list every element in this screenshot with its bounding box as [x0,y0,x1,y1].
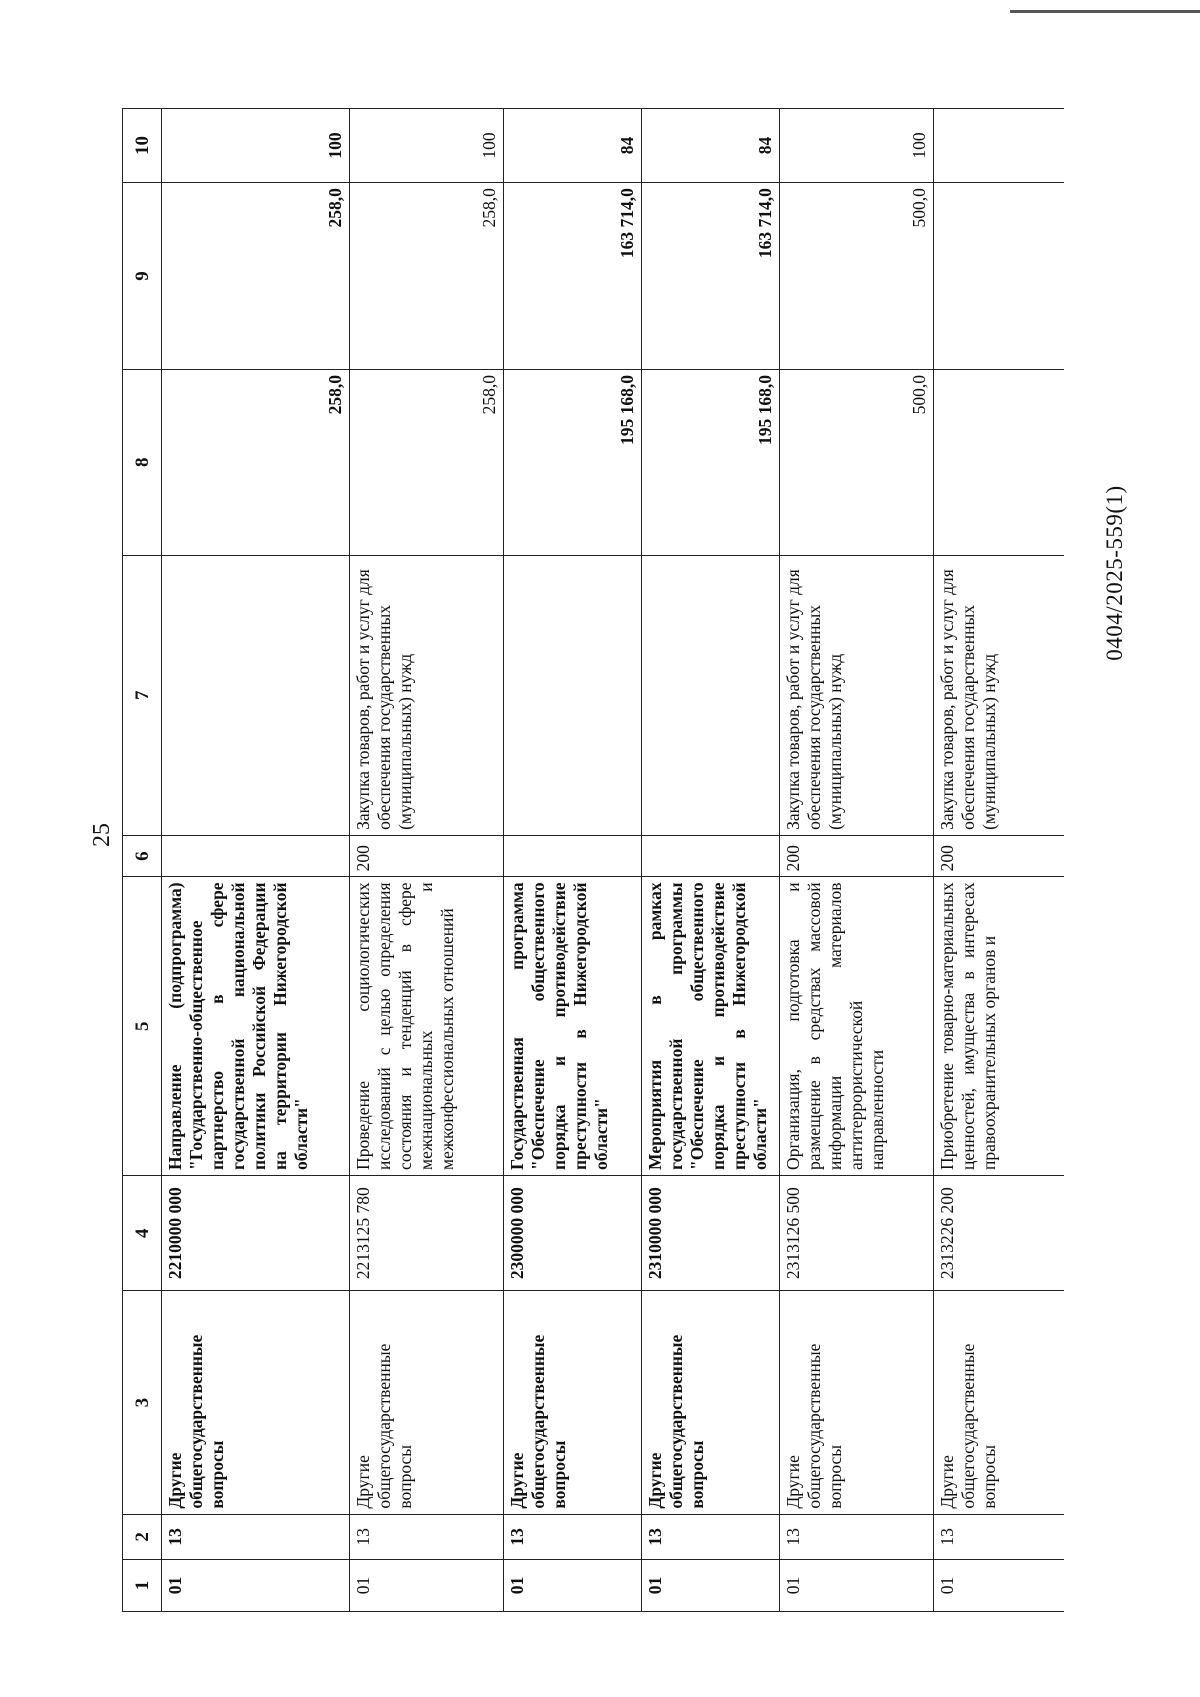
subsection-code-cell: 13 [780,1514,934,1559]
executed-amount-cell: 258,0 [162,183,350,370]
subsection-code-cell: 13 [504,1514,642,1559]
article-name-cell: Мероприятия в рамках государственной программы "Обеспечение общественного порядка и противодействие преступности в Нижегородской области" [642,877,780,1176]
executed-amount-cell: 163 714,0 [642,183,780,370]
execution-percent-cell: 84 [504,109,642,183]
budget-table [122,108,1064,1612]
col-header-9: 9 [123,183,162,370]
planned-amount-cell: 258,0 [162,369,350,555]
section-code-cell: 01 [162,1560,350,1612]
subsection-code-cell: 13 [934,1514,1065,1559]
executed-amount-cell: 163 714,0 [504,183,642,370]
section-code-cell: 01 [350,1560,504,1612]
section-name-cell: Другие общегосударственные вопросы [350,1291,504,1514]
section-code-cell: 01 [780,1560,934,1612]
page-number: 25 [89,823,115,847]
table-row [350,109,504,1612]
expense-type-name-cell [162,555,350,835]
article-name-cell: Организация, подготовка и размещение в средствах массовой информации материалов антитеррористической направленности [780,877,934,1176]
section-name-cell: Другие общегосударственные вопросы [504,1291,642,1514]
section-code-cell: 01 [934,1560,1065,1612]
expense-type-name-cell: Закупка товаров, работ и услуг для обеспечения государственных (муниципальных) нужд [350,555,504,835]
document-id: 0404/2025-559(1) [1102,485,1127,661]
article-name-cell: Направление (подпрограмма) "Государственно-общественное партнерство в сфере государственной национальной политики Российской Федерации на территории Нижегородской области" [162,877,350,1176]
planned-amount-cell: 195 168,0 [642,369,780,555]
expense-type-code-cell [162,835,350,877]
target-article-code-cell: 2313226 200 [934,1175,1065,1291]
col-header-4: 4 [123,1175,162,1291]
budget-table-frame [122,108,1064,1612]
col-header-1: 1 [123,1560,162,1612]
article-name-cell: Приобретение товарно-материальных ценностей, имущества в интересах правоохранительных органов и [934,877,1065,1176]
section-code-cell: 01 [504,1560,642,1612]
section-name-cell: Другие общегосударственные вопросы [642,1291,780,1514]
expense-type-name-cell: Закупка товаров, работ и услуг для обеспечения государственных (муниципальных) нужд [780,555,934,835]
expense-type-code-cell: 200 [934,835,1065,877]
expense-type-code-cell: 200 [780,835,934,877]
section-name-cell: Другие общегосударственные вопросы [162,1291,350,1514]
expense-type-code-cell [504,835,642,877]
planned-amount-cell [934,369,1065,555]
col-header-2: 2 [123,1514,162,1559]
col-header-6: 6 [123,835,162,877]
col-header-8: 8 [123,369,162,555]
executed-amount-cell: 258,0 [350,183,504,370]
table-row [162,109,350,1612]
col-header-10: 10 [123,109,162,183]
header-row [123,109,162,1612]
expense-type-name-cell: Закупка товаров, работ и услуг для обеспечения государственных (муниципальных) нужд [934,555,1065,835]
expense-type-code-cell: 200 [350,835,504,877]
executed-amount-cell [934,183,1065,370]
target-article-code-cell: 2310000 000 [642,1175,780,1291]
table-row [504,109,642,1612]
table-body [162,109,1065,1612]
col-header-5: 5 [123,877,162,1176]
col-header-7: 7 [123,555,162,835]
table-row [642,109,780,1612]
table-row [934,109,1065,1612]
planned-amount-cell: 195 168,0 [504,369,642,555]
subsection-code-cell: 13 [642,1514,780,1559]
col-header-3: 3 [123,1291,162,1514]
execution-percent-cell [934,109,1065,183]
subsection-code-cell: 13 [350,1514,504,1559]
article-name-cell: Проведение социологических исследований с целью определения состояния и тенденций в сфере межнациональных и межконфессиональных отношений [350,877,504,1176]
target-article-code-cell: 2300000 000 [504,1175,642,1291]
subsection-code-cell: 13 [162,1514,350,1559]
execution-percent-cell: 84 [642,109,780,183]
execution-percent-cell: 100 [162,109,350,183]
section-name-cell: Другие общегосударственные вопросы [934,1291,1065,1514]
planned-amount-cell: 258,0 [350,369,504,555]
planned-amount-cell: 500,0 [780,369,934,555]
section-code-cell: 01 [642,1560,780,1612]
execution-percent-cell: 100 [350,109,504,183]
expense-type-code-cell [642,835,780,877]
target-article-code-cell: 2210000 000 [162,1175,350,1291]
section-name-cell: Другие общегосударственные вопросы [780,1291,934,1514]
top-rule [1010,10,1200,13]
expense-type-name-cell [642,555,780,835]
target-article-code-cell: 2313126 500 [780,1175,934,1291]
expense-type-name-cell [504,555,642,835]
target-article-code-cell: 2213125 780 [350,1175,504,1291]
table-row [780,109,934,1612]
article-name-cell: Государственная программа "Обеспечение общественного порядка и противодействие преступности в Нижегородской области" [504,877,642,1176]
execution-percent-cell: 100 [780,109,934,183]
executed-amount-cell: 500,0 [780,183,934,370]
